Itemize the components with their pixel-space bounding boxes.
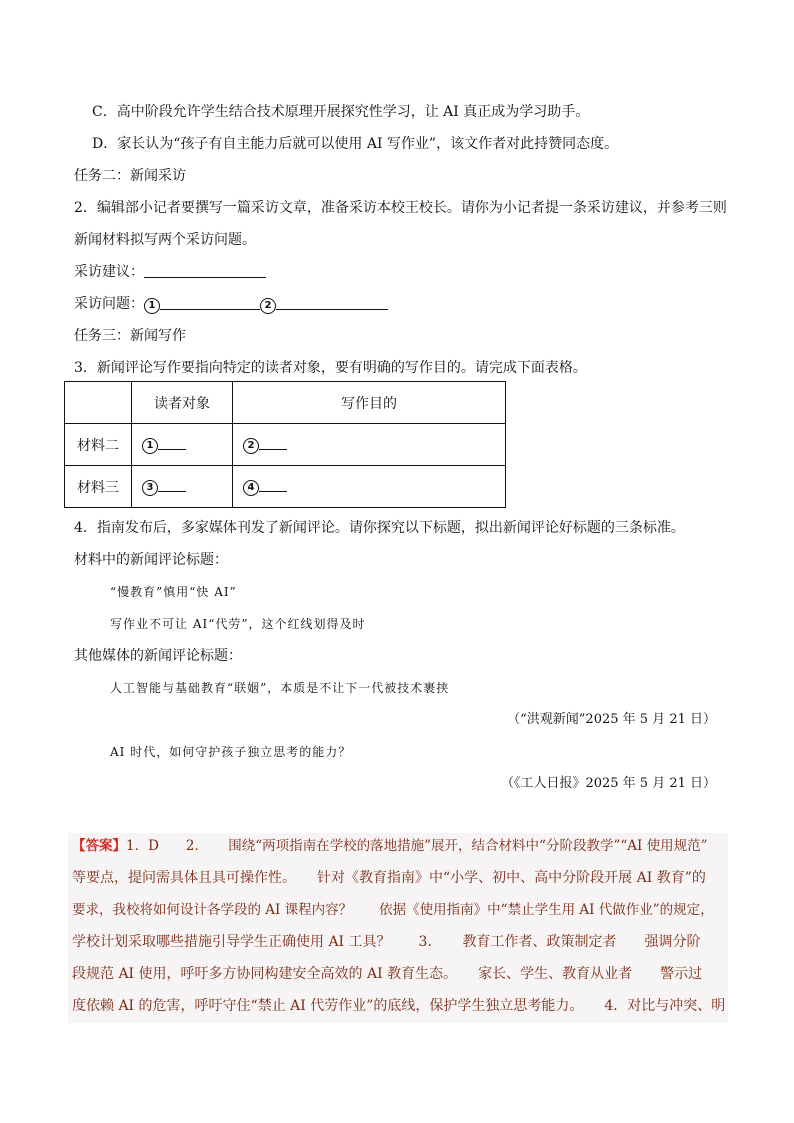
material-title-2: 写作业不可让 AI“代劳”，这个红线划得及时	[110, 617, 366, 631]
question-mark-2: 2	[260, 298, 276, 314]
table-header-cell: 写作目的	[233, 382, 506, 424]
question-4: 4．指南发布后，多家媒体刊发了新闻评论。请你探究以下标题，拟出新闻评论好标题的三条标准。	[74, 520, 685, 536]
interview-questions	[74, 294, 388, 314]
option-d: D．家长认为“孩子有自主能力后就可以使用 AI 写作业”，该文作者对此持赞同态度。	[92, 136, 619, 152]
question-2-line2: 新闻材料拟写两个采访问题。	[74, 232, 256, 248]
answer-line-6: 度依赖 AI 的危害，呼吁守住“禁止 AI 代劳作业”的底线，保护学生独立思考能力。 4．对比与冲突、明	[72, 998, 726, 1014]
table-header-cell: 读者对象	[132, 382, 233, 424]
question-2-line1: 2．编辑部小记者要撰写一篇采访文章，准备采访本校王校长。请你为小记者提一条采访建议，并参考三则	[74, 200, 727, 216]
question-blank-1[interactable]	[160, 295, 260, 310]
answer-line-3: 要求，我校将如何设计各学段的 AI 课程内容？ 依据《使用指南》中“禁止学生用 AI 代做作业”的规定，	[72, 902, 714, 918]
answer-line-1: 【答案】1．D 2． 围绕“两项指南在学校的落地措施”展开，结合材料中“分阶段教学”“AI 使用规范”	[72, 838, 708, 854]
interview-suggestion	[74, 262, 266, 282]
other-title-1-source: （“洪观新闻”2025 年 5 月 21 日）	[507, 712, 716, 727]
table-cell-blank[interactable]	[233, 424, 506, 466]
material-title-1: “慢教育”慎用“快 AI”	[110, 585, 237, 599]
table-cell-blank[interactable]	[233, 466, 506, 508]
task2-heading: 任务二：新闻采访	[74, 168, 186, 184]
material-titles-label: 材料中的新闻评论标题：	[74, 552, 228, 568]
reader-purpose-table	[64, 381, 506, 508]
answer-line-5: 段规范 AI 使用，呼吁多方协同构建安全高效的 AI 教育生态。 家长、学生、教育从业者 警示过	[72, 966, 703, 982]
question-mark-1: 1	[144, 298, 160, 314]
answer-tag: 【答案】	[72, 838, 126, 854]
cell-mark: 3	[142, 480, 158, 496]
other-title-2-source: （《工人日报》2025 年 5 月 21 日）	[500, 776, 716, 791]
other-title-1: 人工智能与基础教育“联姻”，本质是不让下一代被技术裹挟	[110, 681, 450, 695]
table-row	[65, 424, 506, 466]
row-label: 材料三	[65, 466, 132, 508]
row-label: 材料二	[65, 424, 132, 466]
other-titles-label: 其他媒体的新闻评论标题：	[74, 648, 242, 664]
cell-mark: 2	[243, 438, 259, 454]
answer-block	[68, 833, 728, 1023]
table-row	[65, 466, 506, 508]
question-3: 3．新闻评论写作要指向特定的读者对象，要有明确的写作目的。请完成下面表格。	[74, 360, 587, 376]
question-blank-2[interactable]	[276, 295, 388, 310]
table-header-row	[65, 382, 506, 424]
cell-mark: 1	[142, 438, 158, 454]
answer-line-2: 等要点，提问需具体且具可操作性。 针对《教育指南》中“小学、初中、高中分阶段开展 AI 教育”的	[72, 870, 706, 886]
cell-mark: 4	[243, 480, 259, 496]
answer-line-4: 学校计划采取哪些措施引导学生正确使用 AI 工具？ 3． 教育工作者、政策制定者 强调分阶	[72, 934, 701, 950]
questions-label: 采访问题：	[74, 296, 144, 312]
table-cell-blank[interactable]	[132, 466, 233, 508]
option-c: C．高中阶段允许学生结合技术原理开展探究性学习，让 AI 真正成为学习助手。	[92, 104, 590, 120]
other-title-2: AI 时代，如何守护孩子独立思考的能力？	[110, 745, 352, 759]
table-cell-blank[interactable]	[132, 424, 233, 466]
suggestion-blank[interactable]	[144, 263, 266, 278]
suggestion-label: 采访建议：	[74, 264, 144, 280]
table-header-cell	[65, 382, 132, 424]
task3-heading: 任务三：新闻写作	[74, 328, 186, 344]
